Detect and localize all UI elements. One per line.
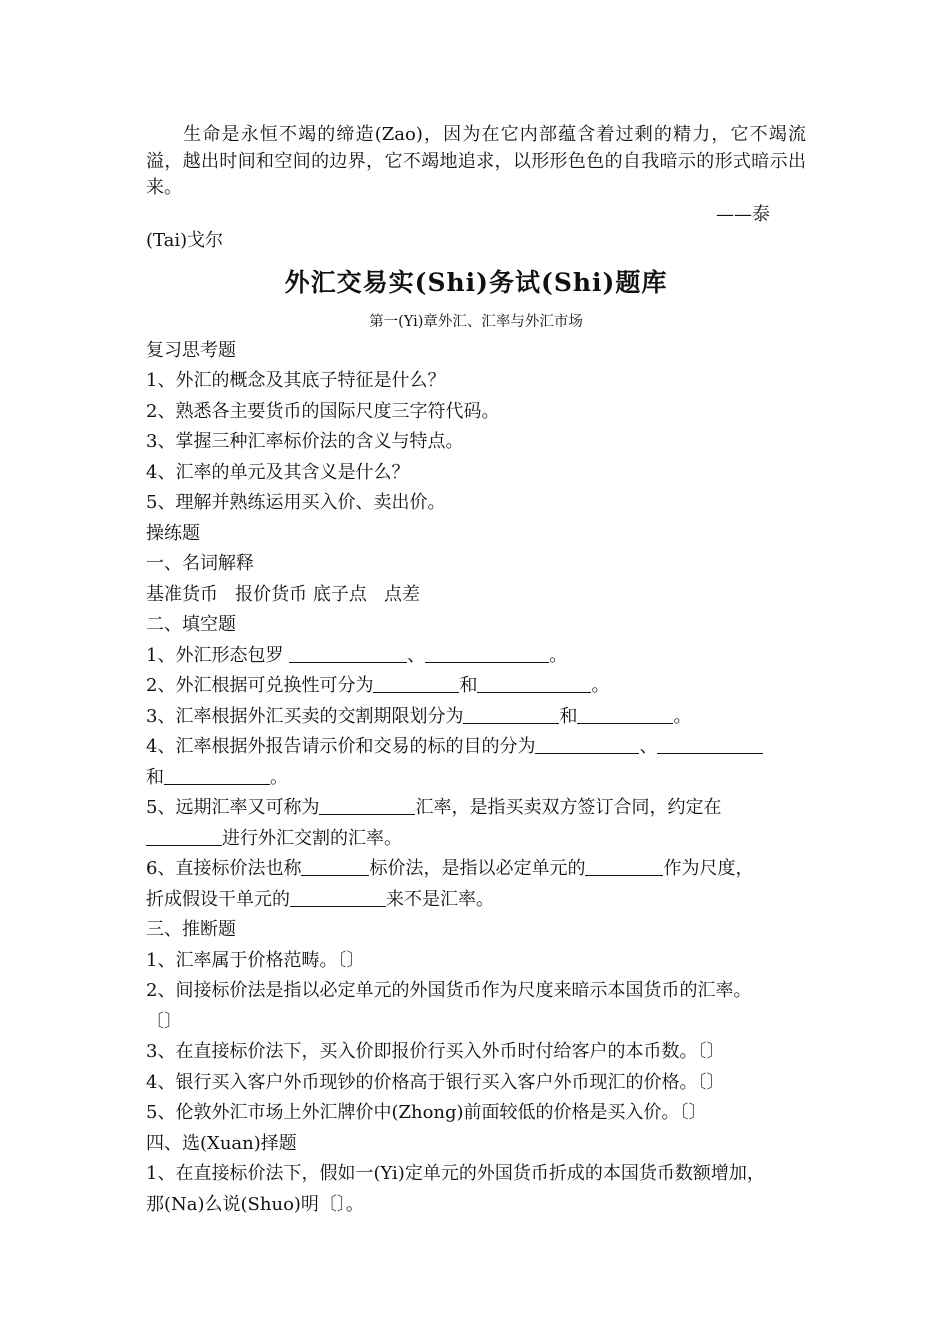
question-text: 进行外汇交割的汇率。	[222, 827, 402, 849]
fill-question-5-cont	[146, 824, 806, 855]
question-text: 1、外汇形态包罗	[146, 644, 290, 666]
fill-question-6-cont	[146, 885, 806, 916]
fill-question-6	[146, 854, 806, 885]
answer-blank	[373, 674, 459, 693]
question-text: 作为尺度，	[663, 858, 754, 879]
answer-blank	[585, 857, 663, 876]
question-text: 、	[639, 736, 658, 757]
question-text: 5、远期汇率又可称为	[146, 797, 320, 818]
question-text: 。	[270, 766, 288, 788]
answer-blank	[535, 735, 639, 754]
answer-blank	[657, 735, 763, 754]
review-heading: 复习思考题	[146, 339, 236, 361]
answer-blank	[463, 705, 559, 724]
fill-question-5	[146, 793, 806, 824]
chapter-title: 第一(Yi)章外汇、汇率与外汇市场	[369, 313, 583, 330]
judge-question-2-cont: 〔〕	[146, 1010, 182, 1032]
practice-heading: 操练题	[146, 522, 200, 544]
question-text: 。	[591, 675, 610, 696]
choice-question-1: 1、在直接标价法下，假如一(Yi)定单元的外国货币折成的本国货币数额增加，	[146, 1163, 765, 1184]
answer-blank	[425, 644, 549, 663]
fill-heading: 二、填空题	[146, 614, 236, 635]
question-text: 6、直接标价法也称	[146, 858, 302, 879]
opening-quote	[146, 122, 806, 202]
answer-blank	[577, 705, 673, 724]
review-item: 5、理解并熟练运用买入价、卖出价。	[146, 492, 446, 513]
review-item: 1、外汇的概念及其底子特征是什么？	[146, 370, 446, 391]
answer-blank	[319, 796, 415, 815]
question-text: 4、汇率根据外报告请示价和交易的标的目的分为	[146, 736, 536, 757]
fill-question-4	[146, 732, 806, 763]
answer-blank	[146, 827, 222, 846]
document-title: 外汇交易实(Shi)务试(Shi)题库	[284, 267, 668, 297]
question-text: 来不是汇率。	[386, 888, 494, 910]
fill-question-4-cont	[146, 763, 806, 794]
judge-question-4: 4、银行买入客户外币现钞的价格高于银行买入客户外币现汇的价格。〔〕	[146, 1071, 725, 1093]
question-text: 折成假设干单元的	[146, 888, 290, 910]
question-text: 、	[407, 644, 426, 666]
answer-blank	[477, 674, 591, 693]
choice-heading: 四、选(Xuan)择题	[146, 1132, 297, 1154]
question-text: 和	[146, 766, 164, 788]
answer-blank	[164, 766, 270, 785]
judge-question-2: 2、间接标价法是指以必定单元的外国货币作为尺度来暗示本国货币的汇率。	[146, 980, 752, 1001]
fill-question-1	[146, 641, 806, 672]
review-item: 3、掌握三种汇率标价法的含义与特点。	[146, 431, 464, 452]
question-text: 标价法，是指以必定单元的	[369, 858, 586, 879]
answer-blank	[290, 888, 386, 907]
judge-question-1: 1、汇率属于价格范畴。〔〕	[146, 949, 365, 971]
question-text: 和	[559, 705, 578, 727]
fill-question-3	[146, 702, 806, 733]
document-page	[146, 122, 806, 1220]
review-item: 4、汇率的单元及其含义是什么？	[146, 461, 410, 483]
question-text: 。	[549, 644, 568, 666]
question-text: 。	[673, 705, 692, 727]
judge-heading: 三、推断题	[146, 919, 236, 940]
answer-blank	[301, 857, 369, 876]
terms-list: 基准货币 报价货币 底子点 点差	[146, 583, 421, 605]
judge-question-5: 5、伦敦外汇市场上外汇牌价中(Zhong)前面较低的价格是买入价。〔〕	[146, 1102, 707, 1123]
fill-question-2	[146, 671, 806, 702]
answer-blank	[289, 644, 407, 663]
question-text: 和	[459, 675, 478, 696]
quote-attribution-dash: ——泰	[716, 203, 770, 225]
question-text: 汇率，是指买卖双方签订合同，约定在	[415, 797, 722, 818]
review-item: 2、熟悉各主要货币的国际尺度三字符代码。	[146, 400, 500, 422]
quote-attribution-name: (Tai)戈尔	[146, 229, 224, 251]
choice-question-1-cont: 那(Na)么说(Shuo)明〔〕。	[146, 1193, 364, 1215]
question-text: 3、汇率根据外汇买卖的交割期限划分为	[146, 705, 464, 727]
quote-text: 生命是永恒不竭的缔造(Zao)，因为在它内部蕴含着过剩的精力，它不竭流溢，越出时间和空间的边界，它不竭地追求，以形形色色的自我暗示的形式暗示出来。	[146, 124, 806, 198]
question-text: 2、外汇根据可兑换性可分为	[146, 675, 374, 696]
terms-heading: 一、名词解释	[146, 553, 254, 574]
judge-question-3: 3、在直接标价法下，买入价即报价行买入外币时付给客户的本币数。〔〕	[146, 1041, 725, 1062]
